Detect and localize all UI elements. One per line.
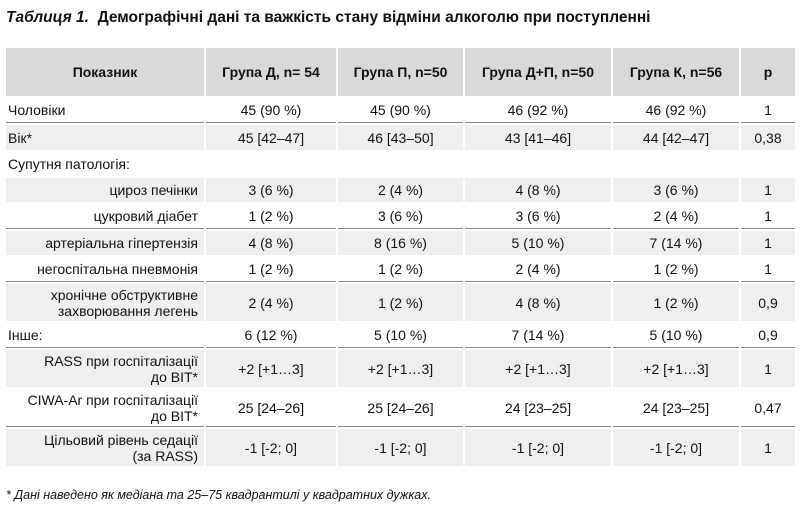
cell: 4 (8 %) xyxy=(206,231,336,255)
cell: 1 (2 %) xyxy=(338,284,463,321)
cell: -1 [-2; 0] xyxy=(338,429,463,466)
row-label xyxy=(6,350,204,387)
cell: 3 (6 %) xyxy=(613,178,739,202)
table-row xyxy=(6,429,795,466)
table-row xyxy=(6,257,795,282)
p-value: 1 xyxy=(741,231,795,255)
header-row xyxy=(6,48,795,96)
col-header-indicator: Показник xyxy=(6,48,204,96)
row-label: Вік* xyxy=(6,125,204,150)
table-title xyxy=(6,9,651,27)
cell: 3 (6 %) xyxy=(338,204,463,229)
col-header-group-k: Група К, n=56 xyxy=(613,48,739,96)
cell: 45 (90 %) xyxy=(206,98,336,123)
col-header-group-d: Група Д, n= 54 xyxy=(206,48,336,96)
row-label: цироз печінки xyxy=(6,178,204,202)
cell: 7 (14 %) xyxy=(465,323,611,348)
cell: 24 [23–25] xyxy=(465,389,611,427)
table-row xyxy=(6,178,795,202)
row-label xyxy=(6,389,204,427)
section-row xyxy=(6,152,795,176)
table-title-text: Демографічні дані та важкість стану відміни алкоголю при поступленні xyxy=(97,9,651,26)
demographics-table xyxy=(4,46,797,468)
table-row xyxy=(6,125,795,150)
p-value: 1 xyxy=(741,429,795,466)
cell: -1 [-2; 0] xyxy=(465,429,611,466)
cell: 1 (2 %) xyxy=(206,204,336,229)
cell: 45 [42–47] xyxy=(206,125,336,150)
cell: 7 (14 %) xyxy=(613,231,739,255)
cell: 1 (2 %) xyxy=(206,257,336,282)
cell: 2 (4 %) xyxy=(338,178,463,202)
col-header-p: p xyxy=(741,48,795,96)
col-header-group-dp: Група Д+П, n=50 xyxy=(465,48,611,96)
cell: 6 (12 %) xyxy=(206,323,336,348)
cell: 45 (90 %) xyxy=(338,98,463,123)
cell: 1 (2 %) xyxy=(613,257,739,282)
p-value: 0,38 xyxy=(741,125,795,150)
row-label: артеріальна гіпертензія xyxy=(6,231,204,255)
table-row xyxy=(6,350,795,387)
cell: 24 [23–25] xyxy=(613,389,739,427)
cell: 46 (92 %) xyxy=(465,98,611,123)
cell: +2 [+1…3] xyxy=(613,350,739,387)
table-row xyxy=(6,284,795,321)
cell: 5 (10 %) xyxy=(338,323,463,348)
cell: 46 (92 %) xyxy=(613,98,739,123)
section-label: Супутня патологія: xyxy=(8,156,130,172)
cell: 3 (6 %) xyxy=(465,204,611,229)
cell: +2 [+1…3] xyxy=(338,350,463,387)
row-label-line: захворювання легень xyxy=(57,302,198,319)
cell: 1 (2 %) xyxy=(338,257,463,282)
cell: 2 (4 %) xyxy=(206,284,336,321)
col-header-group-p: Група П, n=50 xyxy=(338,48,463,96)
cell: -1 [-2; 0] xyxy=(206,429,336,466)
p-value: 1 xyxy=(741,204,795,229)
cell: 4 (8 %) xyxy=(465,284,611,321)
table-number: Таблиця 1. xyxy=(6,9,89,26)
p-value: 1 xyxy=(741,257,795,282)
cell: 25 [24–26] xyxy=(206,389,336,427)
cell: 2 (4 %) xyxy=(613,204,739,229)
cell: +2 [+1…3] xyxy=(206,350,336,387)
row-label: негоспітальна пневмонія xyxy=(6,257,204,282)
row-label-line: до ВІТ* xyxy=(150,407,198,424)
cell: 46 [43–50] xyxy=(338,125,463,150)
cell: 5 (10 %) xyxy=(465,231,611,255)
cell: 5 (10 %) xyxy=(613,323,739,348)
table-row xyxy=(6,204,795,229)
row-label: Чоловіки xyxy=(6,98,204,123)
table-row xyxy=(6,98,795,123)
table-row xyxy=(6,389,795,427)
row-label: цукровий діабет xyxy=(6,204,204,229)
table-row xyxy=(6,323,795,348)
row-label: Інше: xyxy=(6,323,204,348)
cell: -1 [-2; 0] xyxy=(613,429,739,466)
cell: 2 (4 %) xyxy=(465,257,611,282)
cell: +2 [+1…3] xyxy=(465,350,611,387)
footnote: * Дані наведено як медіана та 25–75 квадрантилі у квадратних дужках. xyxy=(6,488,431,502)
p-value: 0,9 xyxy=(741,284,795,321)
row-label-line: Цільовий рівень седації xyxy=(43,431,198,448)
row-label-line: (за RASS) xyxy=(132,447,198,464)
cell: 25 [24–26] xyxy=(338,389,463,427)
p-value: 0,47 xyxy=(741,389,795,427)
row-label-line: CIWA-Ar при госпіталізації xyxy=(27,391,198,408)
cell: 43 [41–46] xyxy=(465,125,611,150)
row-label xyxy=(6,284,204,321)
table-row xyxy=(6,231,795,255)
cell: 1 (2 %) xyxy=(613,284,739,321)
cell: 8 (16 %) xyxy=(338,231,463,255)
p-value: 0,9 xyxy=(741,323,795,348)
row-label-line: RASS при госпіталізації xyxy=(44,352,198,369)
p-value: 1 xyxy=(741,98,795,123)
p-value: 1 xyxy=(741,350,795,387)
row-label xyxy=(6,429,204,466)
p-value: 1 xyxy=(741,178,795,202)
cell: 3 (6 %) xyxy=(206,178,336,202)
row-label-line: хронічне обструктивне xyxy=(50,286,198,303)
cell: 4 (8 %) xyxy=(465,178,611,202)
row-label-line: до ВІТ* xyxy=(150,368,198,385)
cell: 44 [42–47] xyxy=(613,125,739,150)
